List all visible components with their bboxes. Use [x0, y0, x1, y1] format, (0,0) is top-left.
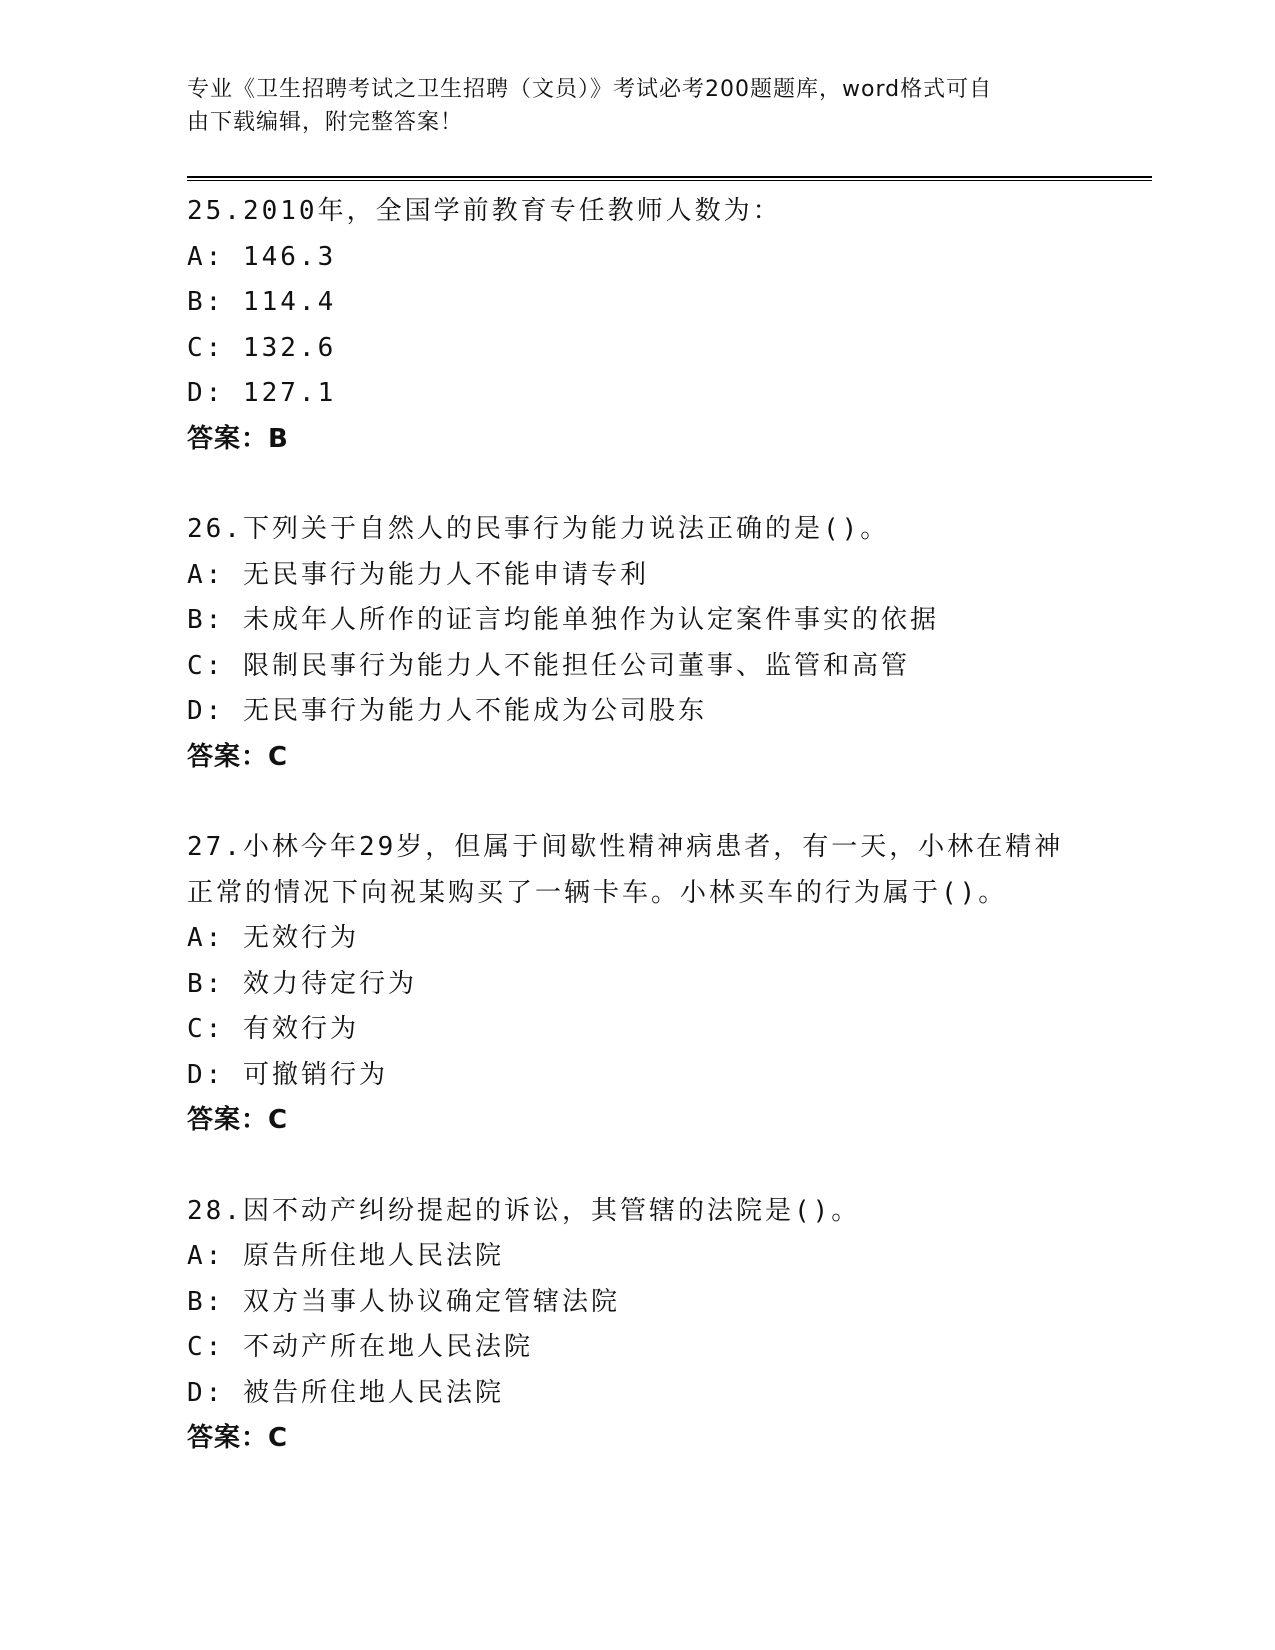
option-c: C: 有效行为	[187, 1014, 359, 1044]
option-a: A: 无效行为	[187, 923, 359, 953]
option-a: A: 原告所住地人民法院	[187, 1241, 504, 1271]
option-c: C: 不动产所在地人民法院	[187, 1332, 533, 1362]
option-b: B: 未成年人所作的证言均能单独作为认定案件事实的依据	[187, 605, 939, 635]
answer: 答案：C	[187, 741, 289, 772]
question-stem: 26.下列关于自然人的民事行为能力说法正确的是()。	[187, 514, 890, 544]
option-d: D: 无民事行为能力人不能成为公司股东	[187, 696, 707, 726]
question-26	[187, 507, 1127, 780]
option-b: B: 效力待定行为	[187, 968, 417, 999]
option-c: C: 限制民事行为能力人不能担任公司董事、监管和高管	[187, 650, 910, 681]
question-stem: 25.2010年，全国学前教育专任教师人数为：	[187, 196, 782, 226]
option-d: D: 127.1	[187, 378, 337, 408]
option-b: B: 114.4	[187, 287, 337, 317]
question-25	[187, 189, 1127, 462]
answer: 答案：C	[187, 1105, 289, 1135]
question-27	[187, 825, 1127, 1144]
answer: 答案：B	[187, 423, 289, 454]
option-d: D: 被告所住地人民法院	[187, 1377, 504, 1408]
option-a: A: 无民事行为能力人不能申请专利	[187, 559, 649, 590]
header-line-2: 由下载编辑，附完整答案！	[187, 110, 464, 135]
question-stem: 28.因不动产纠纷提起的诉讼，其管辖的法院是()。	[187, 1195, 861, 1226]
document-header	[187, 73, 1067, 139]
question-stem-line-2: 正常的情况下向祝某购买了一辆卡车。小林买车的行为属于()。	[187, 877, 1008, 908]
option-d: D: 可撤销行为	[187, 1059, 388, 1090]
header-line-1: 专业《卫生招聘考试之卫生招聘（文员）》考试必考200题题库，word格式可自	[187, 77, 993, 102]
question-stem-line-1: 27.小林今年29岁，但属于间歇性精神病患者，有一天，小林在精神	[187, 832, 1064, 862]
question-list	[187, 189, 1127, 1507]
answer: 答案：C	[187, 1423, 289, 1453]
option-c: C: 132.6	[187, 332, 337, 363]
option-b: B: 双方当事人协议确定管辖法院	[187, 1286, 620, 1317]
question-28	[187, 1189, 1127, 1462]
option-a: A: 146.3	[187, 241, 337, 272]
header-divider	[187, 176, 1152, 181]
